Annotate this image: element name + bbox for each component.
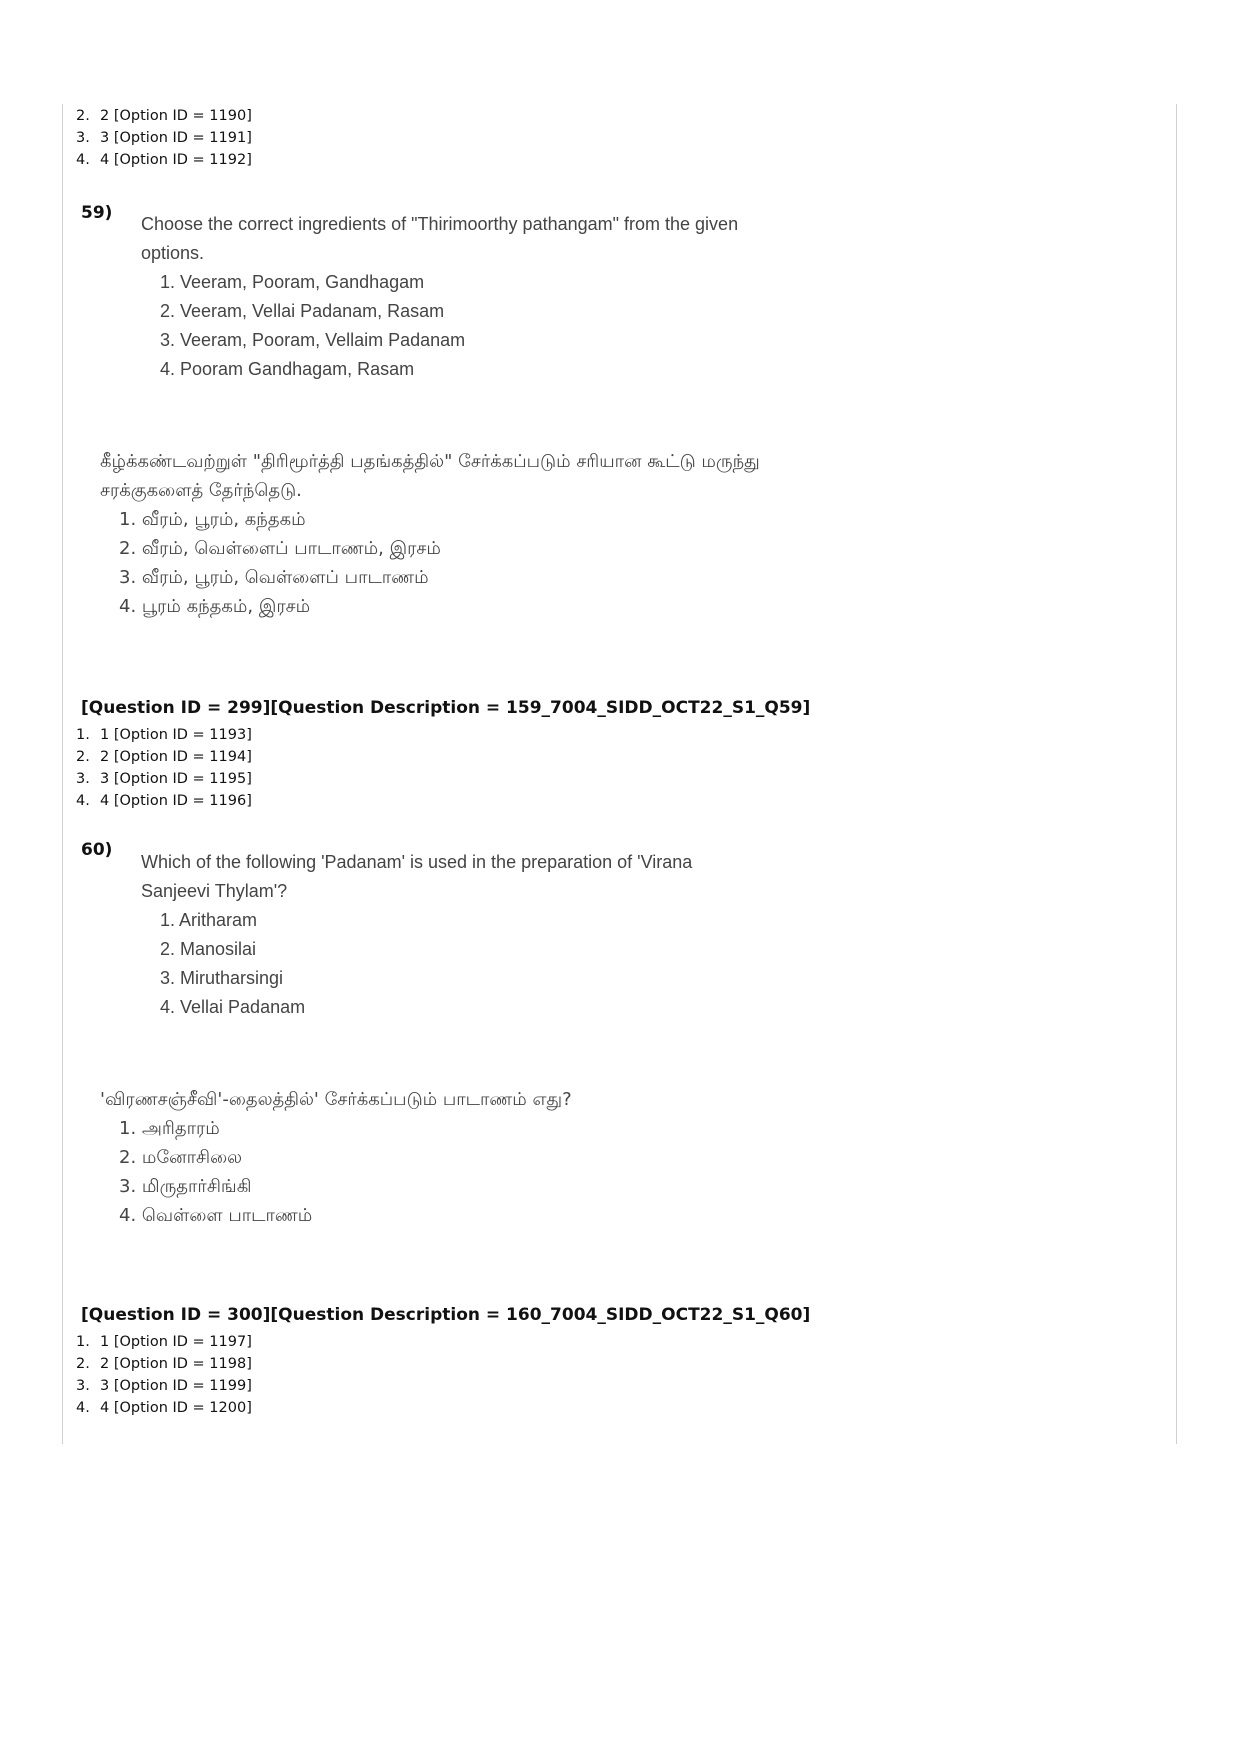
answer-choices	[141, 268, 751, 384]
option-number: 2.	[76, 1356, 90, 1372]
question-stem: Choose the correct ingredients of "Thirimoorthy pathangam" from the given options.	[141, 214, 739, 263]
answer-choices-tamil	[100, 505, 760, 621]
option-number: 2.	[76, 108, 90, 124]
question-options	[76, 724, 252, 812]
page-border-left	[62, 104, 63, 1444]
question-stem: Which of the following 'Padanam' is used in the preparation of 'Virana Sanjeevi Thylam'?	[141, 852, 693, 901]
answer-choice: 3. Veeram, Pooram, Vellaim Padanam	[160, 330, 466, 350]
previous-question-options	[76, 105, 252, 171]
option-text: 3 [Option ID = 1199]	[100, 1378, 252, 1394]
question-options	[76, 1331, 252, 1419]
answer-choices	[141, 906, 751, 1022]
option-text: 1 [Option ID = 1193]	[100, 727, 252, 743]
option-number: 4.	[76, 793, 90, 809]
option-number: 4.	[76, 152, 90, 168]
option-row	[76, 746, 252, 768]
answer-choice-tamil: 1. அரிதாரம்	[119, 1118, 220, 1139]
option-number: 4.	[76, 1400, 90, 1416]
answer-choice: 2. Manosilai	[160, 939, 257, 959]
option-row	[76, 724, 252, 746]
answer-choice-tamil: 3. மிருதார்சிங்கி	[119, 1176, 252, 1197]
option-row	[76, 149, 252, 171]
option-text: 3 [Option ID = 1195]	[100, 771, 252, 787]
option-text: 4 [Option ID = 1200]	[100, 1400, 252, 1416]
answer-choice: 2. Veeram, Vellai Padanam, Rasam	[160, 301, 445, 321]
option-row	[76, 768, 252, 790]
option-row	[76, 1397, 252, 1419]
option-text: 2 [Option ID = 1194]	[100, 749, 252, 765]
answer-choice-tamil: 4. பூரம் கந்தகம், இரசம்	[119, 596, 311, 617]
option-text: 2 [Option ID = 1198]	[100, 1356, 252, 1372]
option-row	[76, 1353, 252, 1375]
question-stem-tamil: 'விரணசஞ்சீவி'-தைலத்தில்' சேர்க்கப்படும் பாடாணம் எது?	[100, 1089, 572, 1110]
option-row	[76, 790, 252, 812]
answer-choice-tamil: 1. வீரம், பூரம், கந்தகம்	[119, 509, 306, 530]
question-number: 59)	[81, 203, 113, 223]
option-text: 4 [Option ID = 1192]	[100, 152, 252, 168]
option-text: 1 [Option ID = 1197]	[100, 1334, 252, 1350]
option-row	[76, 127, 252, 149]
question-english	[141, 848, 751, 1022]
answer-choice-tamil: 3. வீரம், பூரம், வெள்ளைப் பாடாணம்	[119, 567, 429, 588]
option-number: 3.	[76, 771, 90, 787]
answer-choice: 4. Vellai Padanam	[160, 997, 306, 1017]
option-number: 1.	[76, 727, 90, 743]
option-text: 3 [Option ID = 1191]	[100, 130, 252, 146]
answer-choice-tamil: 2. மனோசிலை	[119, 1147, 243, 1168]
answer-choice: 1. Veeram, Pooram, Gandhagam	[160, 272, 425, 292]
option-number: 2.	[76, 749, 90, 765]
option-number: 3.	[76, 1378, 90, 1394]
answer-choice: 4. Pooram Gandhagam, Rasam	[160, 359, 415, 379]
option-text: 2 [Option ID = 1190]	[100, 108, 252, 124]
option-text: 4 [Option ID = 1196]	[100, 793, 252, 809]
question-tamil	[100, 447, 760, 621]
question-tamil	[100, 1085, 760, 1230]
question-meta: [Question ID = 299][Question Description = 159_7004_SIDD_OCT22_S1_Q59]	[81, 698, 811, 718]
question-number: 60)	[81, 840, 113, 860]
option-row	[76, 1375, 252, 1397]
answer-choice-tamil: 2. வீரம், வெள்ளைப் பாடாணம், இரசம்	[119, 538, 441, 559]
question-stem-tamil: கீழ்க்கண்டவற்றுள் "திரிமூர்த்தி பதங்கத்தில்" சேர்க்கப்படும் சரியான கூட்டு மருந்து சரக்குகளைத் தேர்ந்தெடு.	[100, 451, 760, 501]
option-row	[76, 1331, 252, 1353]
answer-choices-tamil	[100, 1114, 760, 1230]
option-number: 3.	[76, 130, 90, 146]
answer-choice: 1. Aritharam	[160, 910, 258, 930]
question-meta: [Question ID = 300][Question Description = 160_7004_SIDD_OCT22_S1_Q60]	[81, 1305, 811, 1325]
answer-choice: 3. Mirutharsingi	[160, 968, 284, 988]
option-number: 1.	[76, 1334, 90, 1350]
page-border-right	[1176, 104, 1177, 1444]
option-row	[76, 105, 252, 127]
answer-choice-tamil: 4. வெள்ளை பாடாணம்	[119, 1205, 313, 1226]
question-english	[141, 210, 751, 384]
